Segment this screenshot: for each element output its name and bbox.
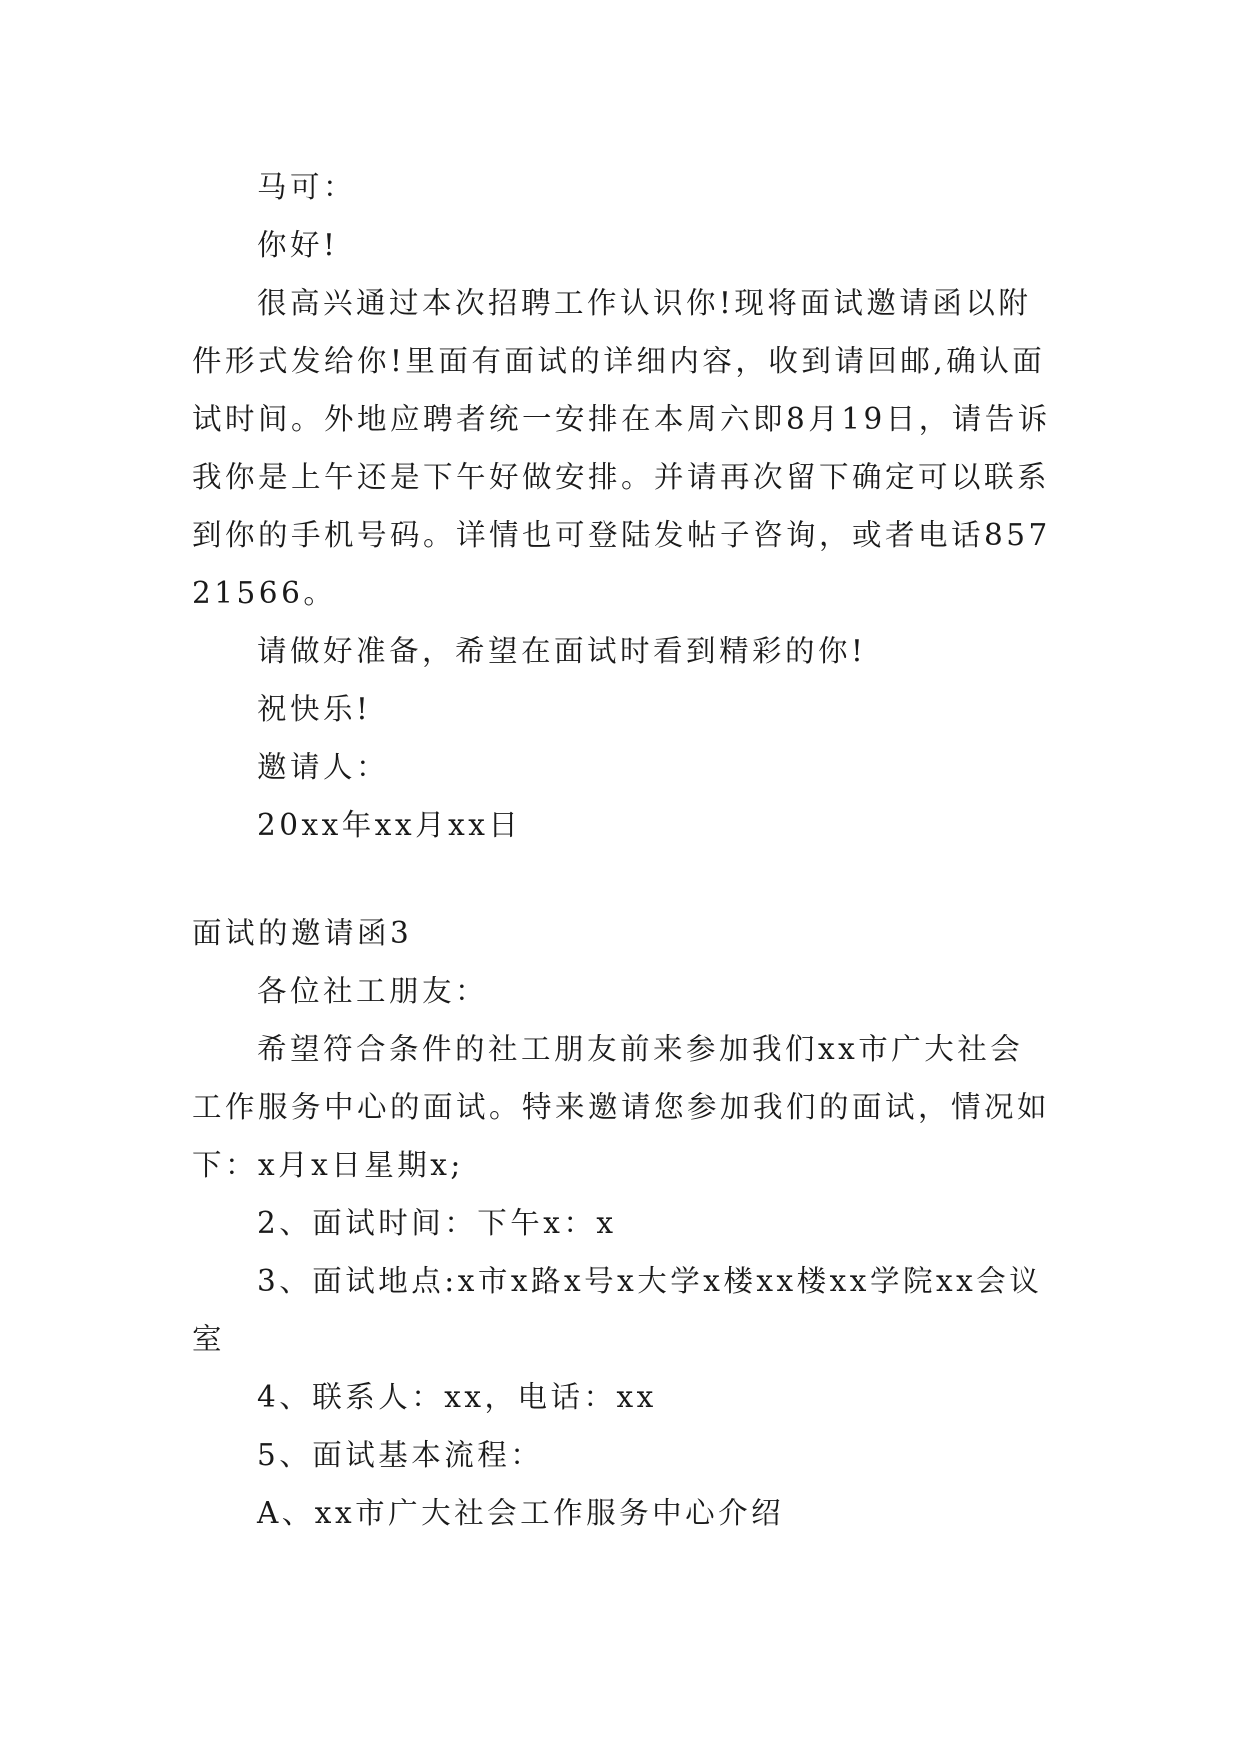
list-item: A、xx市广大社会工作服务中心介绍: [257, 1496, 785, 1530]
letter-body: 很高兴通过本次招聘工作认识你!现将面试邀请函以附件形式发给你!里面有面试的详细内容，收到请回邮,确认面试时间。外地应聘者统一安排在本周六即8月19日，请告诉我你是上午还是下午好做安排。并请再次留下确定可以联系到你的手机号码。详情也可登陆发帖子咨询，或者电话85721566。: [192, 286, 1051, 610]
letter-salutation: 马可：: [257, 170, 357, 204]
letter-signer: 邀请人：: [257, 750, 390, 784]
section-salutation: 各位社工朋友：: [257, 974, 489, 1008]
list-item: 3、面试地点:x市x路x号x大学x楼xx楼xx学院xx会议室: [192, 1264, 1043, 1356]
letter-greeting: 你好!: [257, 228, 339, 262]
section-intro: 希望符合条件的社工朋友前来参加我们xx市广大社会工作服务中心的面试。特来邀请您参加我们的面试，情况如下：x月x日星期x;: [192, 1032, 1051, 1182]
letter-date: 20xx年xx月xx日: [257, 808, 522, 842]
document-content: [192, 158, 1054, 1542]
list-item: 5、面试基本流程：: [257, 1438, 544, 1472]
list-item: 2、面试时间：下午x：x: [257, 1206, 617, 1240]
letter-wish: 请做好准备，希望在面试时看到精彩的你!: [257, 634, 867, 668]
list-item: 4、联系人：xx，电话：xx: [257, 1380, 657, 1414]
letter-closing: 祝快乐!: [257, 692, 372, 726]
section-title: 面试的邀请函3: [192, 916, 413, 950]
